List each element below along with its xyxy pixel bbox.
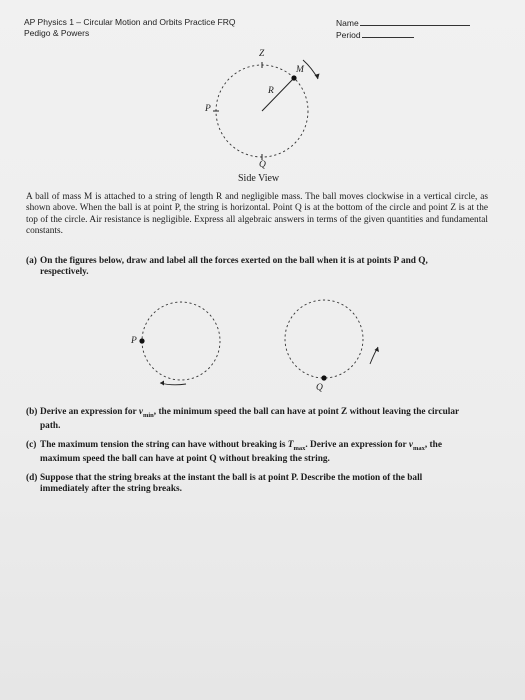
left-circle-figure <box>139 302 220 386</box>
label-p: P <box>205 104 211 114</box>
question-d-line2: immediately after the string breaks. <box>40 484 182 495</box>
left-dashed-circle <box>142 302 220 380</box>
period-label: Period <box>336 30 361 40</box>
course-title: AP Physics 1 – Circular Motion and Orbits Practice FRQ <box>24 17 236 27</box>
question-c-mid: . Derive an expression for <box>305 440 409 450</box>
question-b-pre: Derive an expression for <box>40 407 139 417</box>
right-dashed-circle <box>285 300 363 378</box>
question-a-line2: respectively. <box>40 267 89 278</box>
ball-m <box>291 75 296 80</box>
question-c <box>26 440 504 465</box>
question-c-sub2: max <box>412 444 425 452</box>
question-d <box>26 473 504 496</box>
question-d-line1: Suppose that the string breaks at the instant the ball is at point P. Describe the motion of the ball <box>40 473 423 483</box>
label-q-lower: Q <box>316 383 323 393</box>
right-circle-figure <box>285 300 379 381</box>
question-b-post: , the minimum speed the ball can have at point Z without leaving the circular <box>153 407 460 417</box>
question-b <box>26 407 504 432</box>
question-a <box>26 256 496 279</box>
left-arrowhead <box>160 381 164 386</box>
ball-at-q <box>321 375 326 380</box>
label-z: Z <box>259 49 265 59</box>
question-c-sub: max <box>293 444 306 452</box>
question-b-sub: min <box>142 411 154 419</box>
label-p-lower: P <box>131 336 137 346</box>
question-c-var: T <box>287 440 294 450</box>
question-a-letter: (a) <box>26 256 37 266</box>
question-b-letter: (b) <box>26 407 38 417</box>
problem-statement: A ball of mass M is attached to a string of length R and negligible mass. The ball moves clockwise in a vertical circle, as shown above. When the ball is at point P, the string is horizontal. Point Q is at the bottom of the circle and point Z is at the top of the circle. Air resistance is negligible. Express all algebraic answers in terms of the given quantities and fundamental constants. <box>26 192 488 236</box>
question-c-var2: v <box>408 440 413 450</box>
question-c-post: , the <box>424 440 442 450</box>
question-b-var: v <box>138 407 143 417</box>
question-c-letter: (c) <box>26 440 37 450</box>
name-label: Name <box>336 18 359 28</box>
question-d-letter: (d) <box>26 473 38 483</box>
authors: Pedigo & Powers <box>24 28 90 38</box>
figure-caption: Side View <box>238 173 280 184</box>
radius-string <box>262 78 294 111</box>
label-m: M <box>296 65 304 75</box>
right-arrowhead <box>375 347 380 352</box>
label-r: R <box>268 86 274 96</box>
question-a-line1: On the figures below, draw and label all the forces exerted on the ball when it is at points P and Q, <box>40 256 428 266</box>
top-circle-figure <box>213 60 320 160</box>
question-c-line2: maximum speed the ball can have at point Q without breaking the string. <box>40 454 330 465</box>
question-b-line2: path. <box>40 421 61 432</box>
ball-at-p <box>139 338 144 343</box>
question-c-pre: The maximum tension the string can have without breaking is <box>40 440 288 450</box>
label-q: Q <box>259 160 266 170</box>
